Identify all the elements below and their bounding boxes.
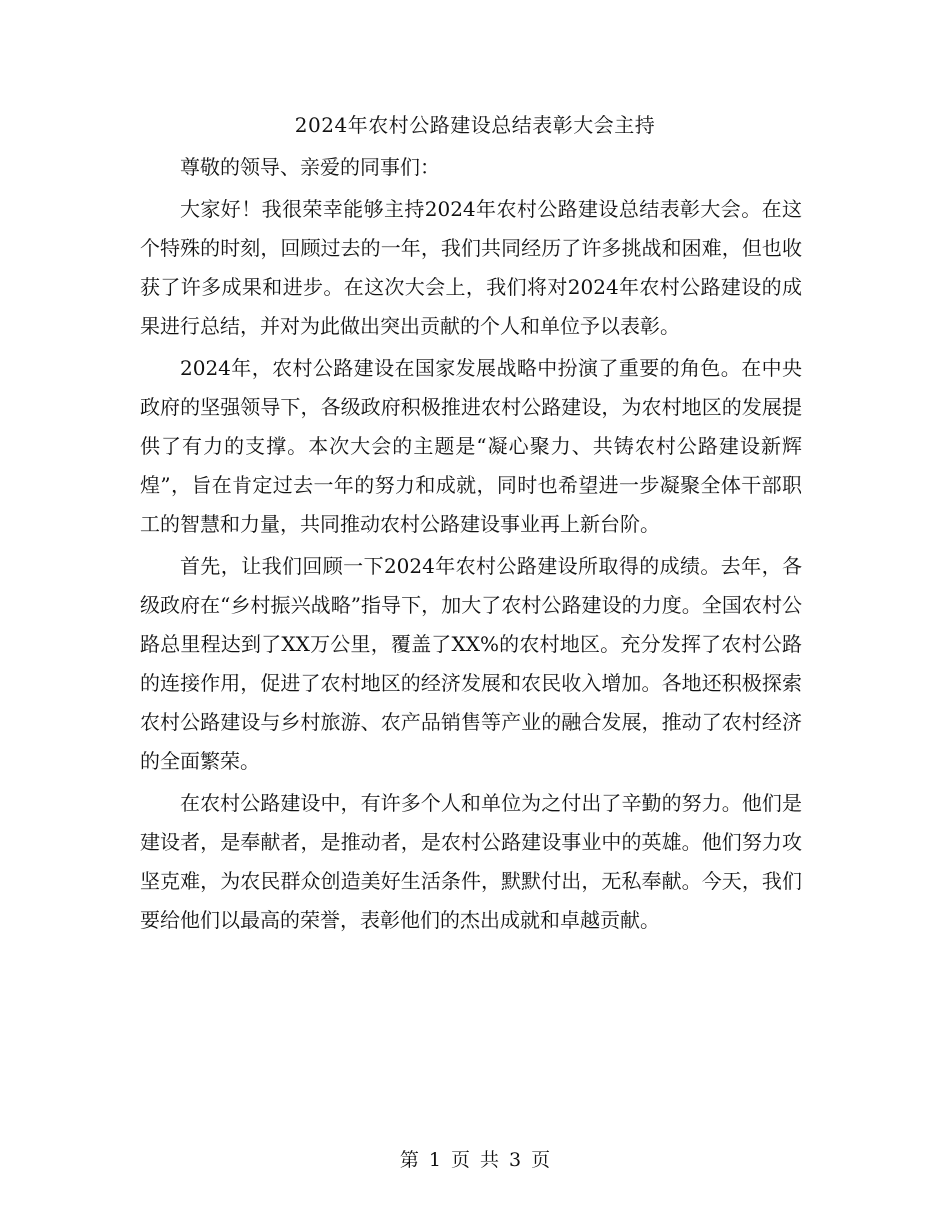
paragraph-contributors: 在农村公路建设中，有许多个人和单位为之付出了辛勤的努力。他们是建设者，是奉献者，是推动者，是农村公路建设事业中的英雄。他们努力攻坚克难，为农民群众创造美好生活条件，默默付出，无私奉献。今天，我们要给他们以最高的荣誉，表彰他们的杰出成就和卓越贡献。 xyxy=(140,791,802,932)
document-body xyxy=(140,148,802,943)
paragraph-greeting: 尊敬的领导、亲爱的同事们： xyxy=(180,155,440,179)
paragraph-theme: 2024年，农村公路建设在国家发展战略中扮演了重要的角色。在中央政府的坚强领导下，各级政府积极推进农村公路建设，为农村地区的发展提供了有力的支撑。本次大会的主题是“凝心聚力、共铸农村公路建设新辉煌”，旨在肯定过去一年的努力和成就，同时也希望进一步凝聚全体干部职工的智慧和力量，共同推动农村公路建设事业再上新台阶。 xyxy=(140,356,802,536)
paragraph-opening: 大家好！我很荣幸能够主持2024年农村公路建设总结表彰大会。在这个特殊的时刻，回顾过去的一年，我们共同经历了许多挑战和困难，但也收获了许多成果和进步。在这次大会上，我们将对2024年农村公路建设的成果进行总结，并对为此做出突出贡献的个人和单位予以表彰。 xyxy=(140,197,802,338)
paragraph-achievements: 首先，让我们回顾一下2024年农村公路建设所取得的成绩。去年，各级政府在“乡村振兴战略”指导下，加大了农村公路建设的力度。全国农村公路总里程达到了XX万公里，覆盖了XX%的农村地区。充分发挥了农村公路的连接作用，促进了农村地区的经济发展和农民收入增加。各地还积极探索农村公路建设与乡村旅游、农产品销售等产业的融合发展，推动了农村经济的全面繁荣。 xyxy=(140,554,802,773)
document-title: 2024年农村公路建设总结表彰大会主持 xyxy=(294,113,656,137)
page-number-footer: 第 1 页 共 3 页 xyxy=(399,1149,551,1171)
